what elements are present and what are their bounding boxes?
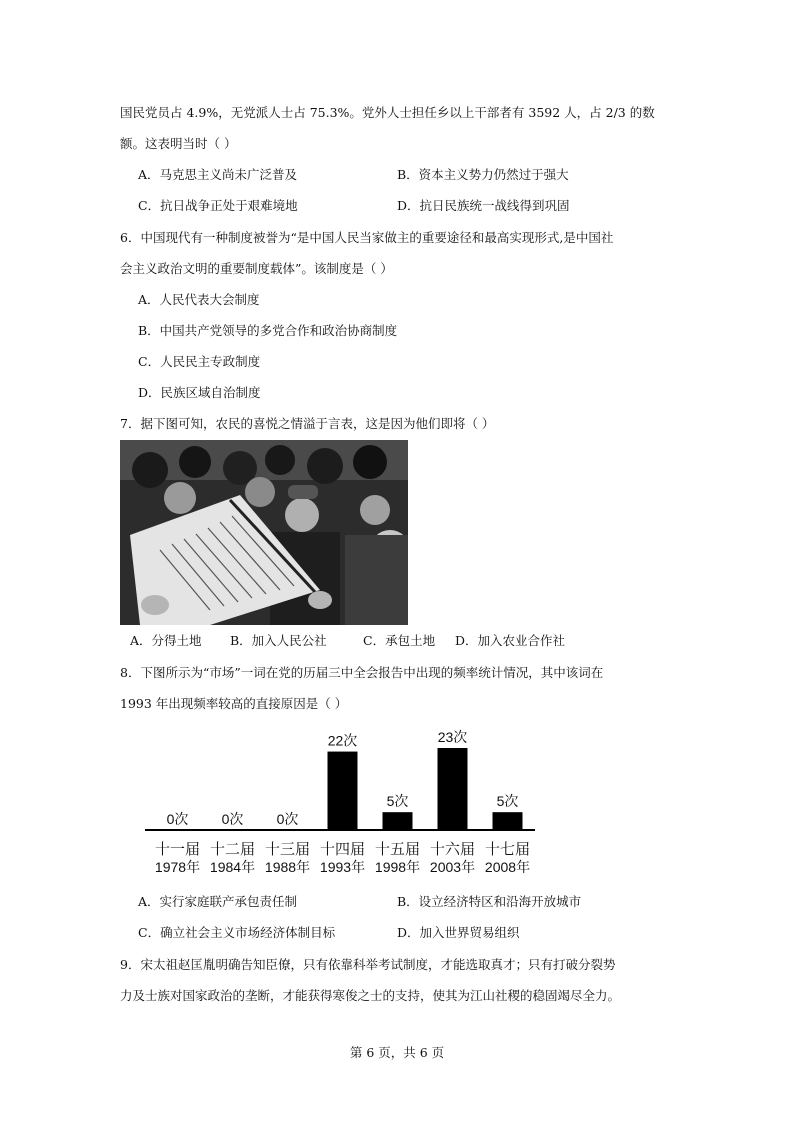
chart-year-label: 1988年 <box>264 859 311 875</box>
chart-value-label: 5次 <box>386 793 409 810</box>
q7-option-a: A．分得土地 <box>130 633 202 648</box>
chart-category-label: 十六届 <box>429 841 476 858</box>
chart-bar <box>383 812 413 830</box>
page-number-footer: 第 6 页，共 6 页 <box>349 1045 445 1060</box>
chart-value-label: 0次 <box>166 811 189 827</box>
chart-year-label: 2008年 <box>484 859 531 875</box>
chart-bar <box>493 812 523 830</box>
q6-option-c: C．人民民主专政制度 <box>138 354 261 369</box>
q6-option-a: A．人民代表大会制度 <box>138 292 260 307</box>
chart-value-label: 0次 <box>221 811 244 827</box>
q8-option-b: B．设立经济特区和沿海开放城市 <box>397 894 582 909</box>
q5-stem-line1: 国民党员占 4.9%，无党派人士占 75.3%。党外人士担任乡以上干部者有 3592 人，占 2/3 的数 <box>120 105 655 120</box>
q6-option-d: D．民族区域自治制度 <box>138 385 261 400</box>
q8-stem-line1: 8．下图所示为“市场”一词在党的历届三中全会报告中出现的频率统计情况，其中该词在 <box>120 665 604 680</box>
chart-year-label: 2003年 <box>429 859 476 875</box>
market-frequency-bar-chart <box>140 726 540 876</box>
chart-bar <box>438 748 468 830</box>
chart-category-label: 十三届 <box>264 841 311 858</box>
chart-year-label: 1984年 <box>209 859 256 875</box>
q5-option-b: B．资本主义势力仍然过于强大 <box>397 167 569 182</box>
q7-option-d: D．加入农业合作社 <box>455 633 566 648</box>
chart-value-label: 23次 <box>437 729 468 745</box>
q6-option-b: B．中国共产党领导的多党合作和政治协商制度 <box>138 323 398 338</box>
chart-category-label: 十二届 <box>209 841 256 858</box>
chart-bar <box>328 752 358 830</box>
q9-stem-line1: 9．宋太祖赵匡胤明确告知臣僚，只有依靠科举考试制度，才能选取真才；只有打破分裂势 <box>120 957 616 972</box>
chart-year-label: 1978年 <box>154 859 201 875</box>
q7-option-c: C．承包土地 <box>363 633 436 648</box>
q6-stem-line2: 会主义政治文明的重要制度载体”。该制度是（ ） <box>120 261 393 276</box>
chart-year-label: 1998年 <box>374 859 421 875</box>
q7-option-b: B．加入人民公社 <box>230 633 327 648</box>
farmers-reading-proclamation-photo <box>120 440 408 625</box>
q6-stem-line1: 6．中国现代有一种制度被誉为“是中国人民当家做主的重要途径和最高实现形式,是中国社 <box>120 230 614 245</box>
q5-option-c: C．抗日战争正处于艰难境地 <box>138 198 298 213</box>
chart-category-label: 十七届 <box>484 841 531 858</box>
chart-value-label: 5次 <box>496 793 519 810</box>
chart-value-label: 22次 <box>327 732 358 749</box>
q7-stem: 7．据下图可知，农民的喜悦之情溢于言表，这是因为他们即将（ ） <box>120 416 495 431</box>
q8-option-a: A．实行家庭联产承包责任制 <box>138 894 298 909</box>
q9-stem-line2: 力及士族对国家政治的垄断，才能获得寒俊之士的支持，使其为江山社稷的稳固竭尽全力。 <box>120 988 621 1003</box>
chart-category-label: 十一届 <box>154 841 201 858</box>
q8-option-d: D．加入世界贸易组织 <box>397 925 520 940</box>
chart-category-label: 十四届 <box>319 841 366 858</box>
chart-year-label: 1993年 <box>319 859 366 875</box>
chart-category-label: 十五届 <box>374 841 421 858</box>
chart-value-label: 0次 <box>276 811 299 827</box>
q8-option-c: C．确立社会主义市场经济体制目标 <box>138 925 336 940</box>
q8-stem-line2: 1993 年出现频率较高的直接原因是（ ） <box>120 696 348 711</box>
q5-stem-line2: 额。这表明当时（ ） <box>120 136 237 151</box>
q5-option-d: D．抗日民族统一战线得到巩固 <box>397 198 570 213</box>
q5-option-a: A．马克思主义尚未广泛普及 <box>138 167 298 182</box>
